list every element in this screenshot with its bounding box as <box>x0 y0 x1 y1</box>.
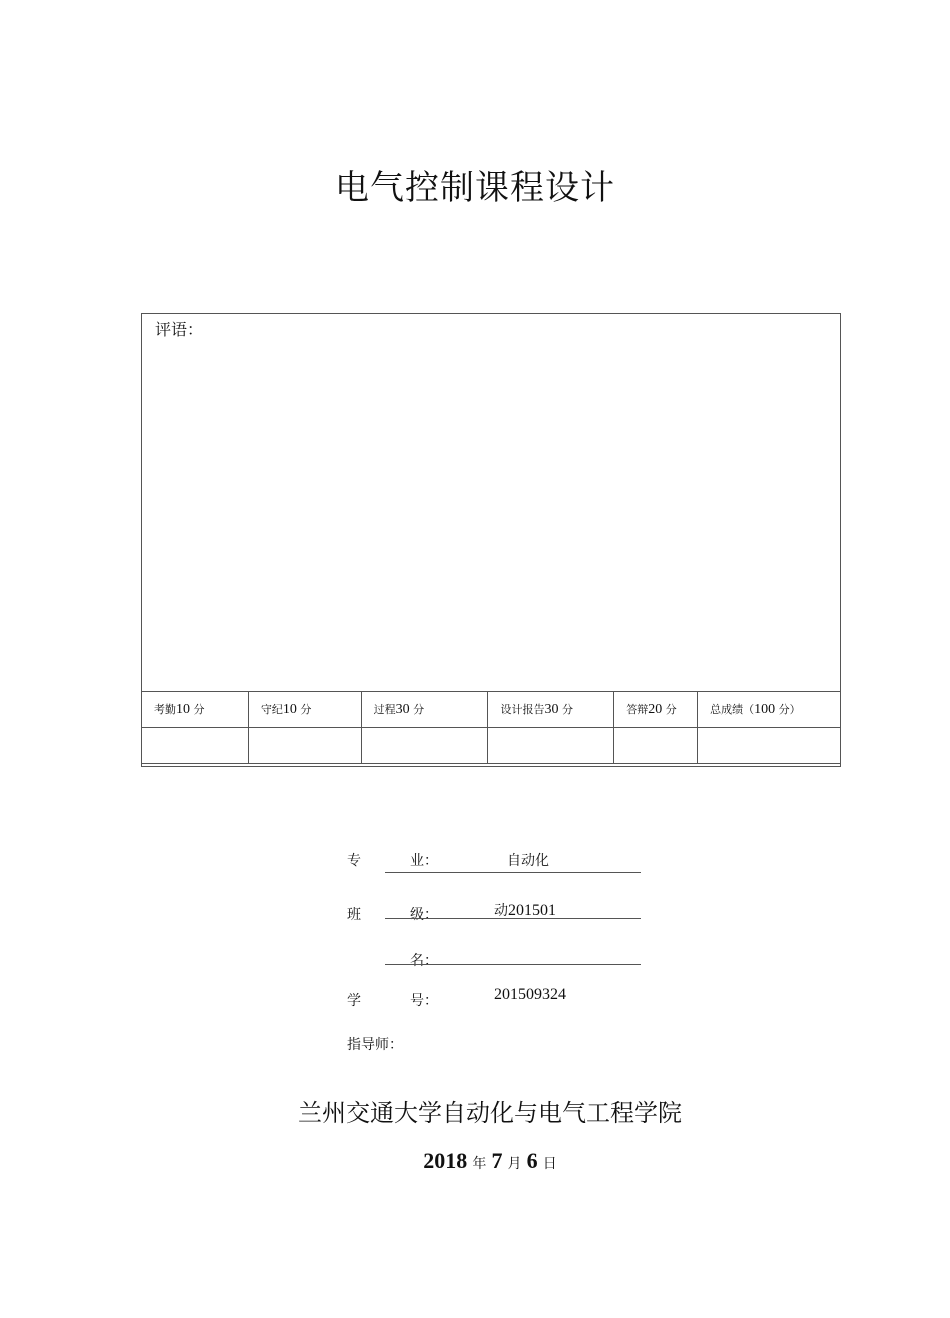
score-header-defense: 答辩20 分 <box>614 692 698 728</box>
class-label-a: 班 <box>347 907 361 923</box>
school-name: 兰州交通大学自动化与电气工程学院 <box>298 1099 682 1127</box>
score-cell-defense[interactable] <box>614 728 698 764</box>
major-value: 自动化 <box>507 853 549 869</box>
comment-label: 评语： <box>155 320 204 339</box>
major-label-a: 专 <box>347 853 361 869</box>
major-underline <box>385 872 641 873</box>
class-value: 动201501 <box>494 902 556 919</box>
score-cell-total[interactable] <box>698 728 841 764</box>
score-header-discipline: 守纪10 分 <box>248 692 361 728</box>
score-cell-attendance[interactable] <box>142 728 249 764</box>
advisor-label: 指导师： <box>347 1037 403 1053</box>
score-cell-process[interactable] <box>361 728 488 764</box>
document-title: 电气控制课程设计 <box>335 168 615 208</box>
date-year: 2018 <box>423 1148 468 1173</box>
score-value-row <box>142 728 841 764</box>
score-header-process: 过程30 分 <box>361 692 488 728</box>
class-underline <box>385 918 641 919</box>
document-date: 2018 年 7 月 6 日 <box>423 1148 557 1173</box>
score-header-report: 设计报告30 分 <box>488 692 614 728</box>
score-cell-discipline[interactable] <box>248 728 361 764</box>
grading-box <box>141 313 841 767</box>
date-day: 6 <box>526 1148 538 1173</box>
score-table <box>141 691 841 764</box>
score-cell-report[interactable] <box>488 728 614 764</box>
score-header-total: 总成绩（100 分） <box>698 692 841 728</box>
date-month: 7 <box>491 1148 503 1173</box>
student-id-label-b: 号： <box>410 993 438 1009</box>
class-label-b: 级： <box>410 907 438 923</box>
student-id-value: 201509324 <box>494 986 566 1003</box>
name-underline <box>385 964 641 965</box>
name-label: 名： <box>410 953 438 969</box>
score-header-attendance: 考勤10 分 <box>142 692 249 728</box>
major-label-b: 业： <box>410 853 438 869</box>
student-id-label-a: 学 <box>347 993 361 1009</box>
score-header-row <box>142 692 841 728</box>
